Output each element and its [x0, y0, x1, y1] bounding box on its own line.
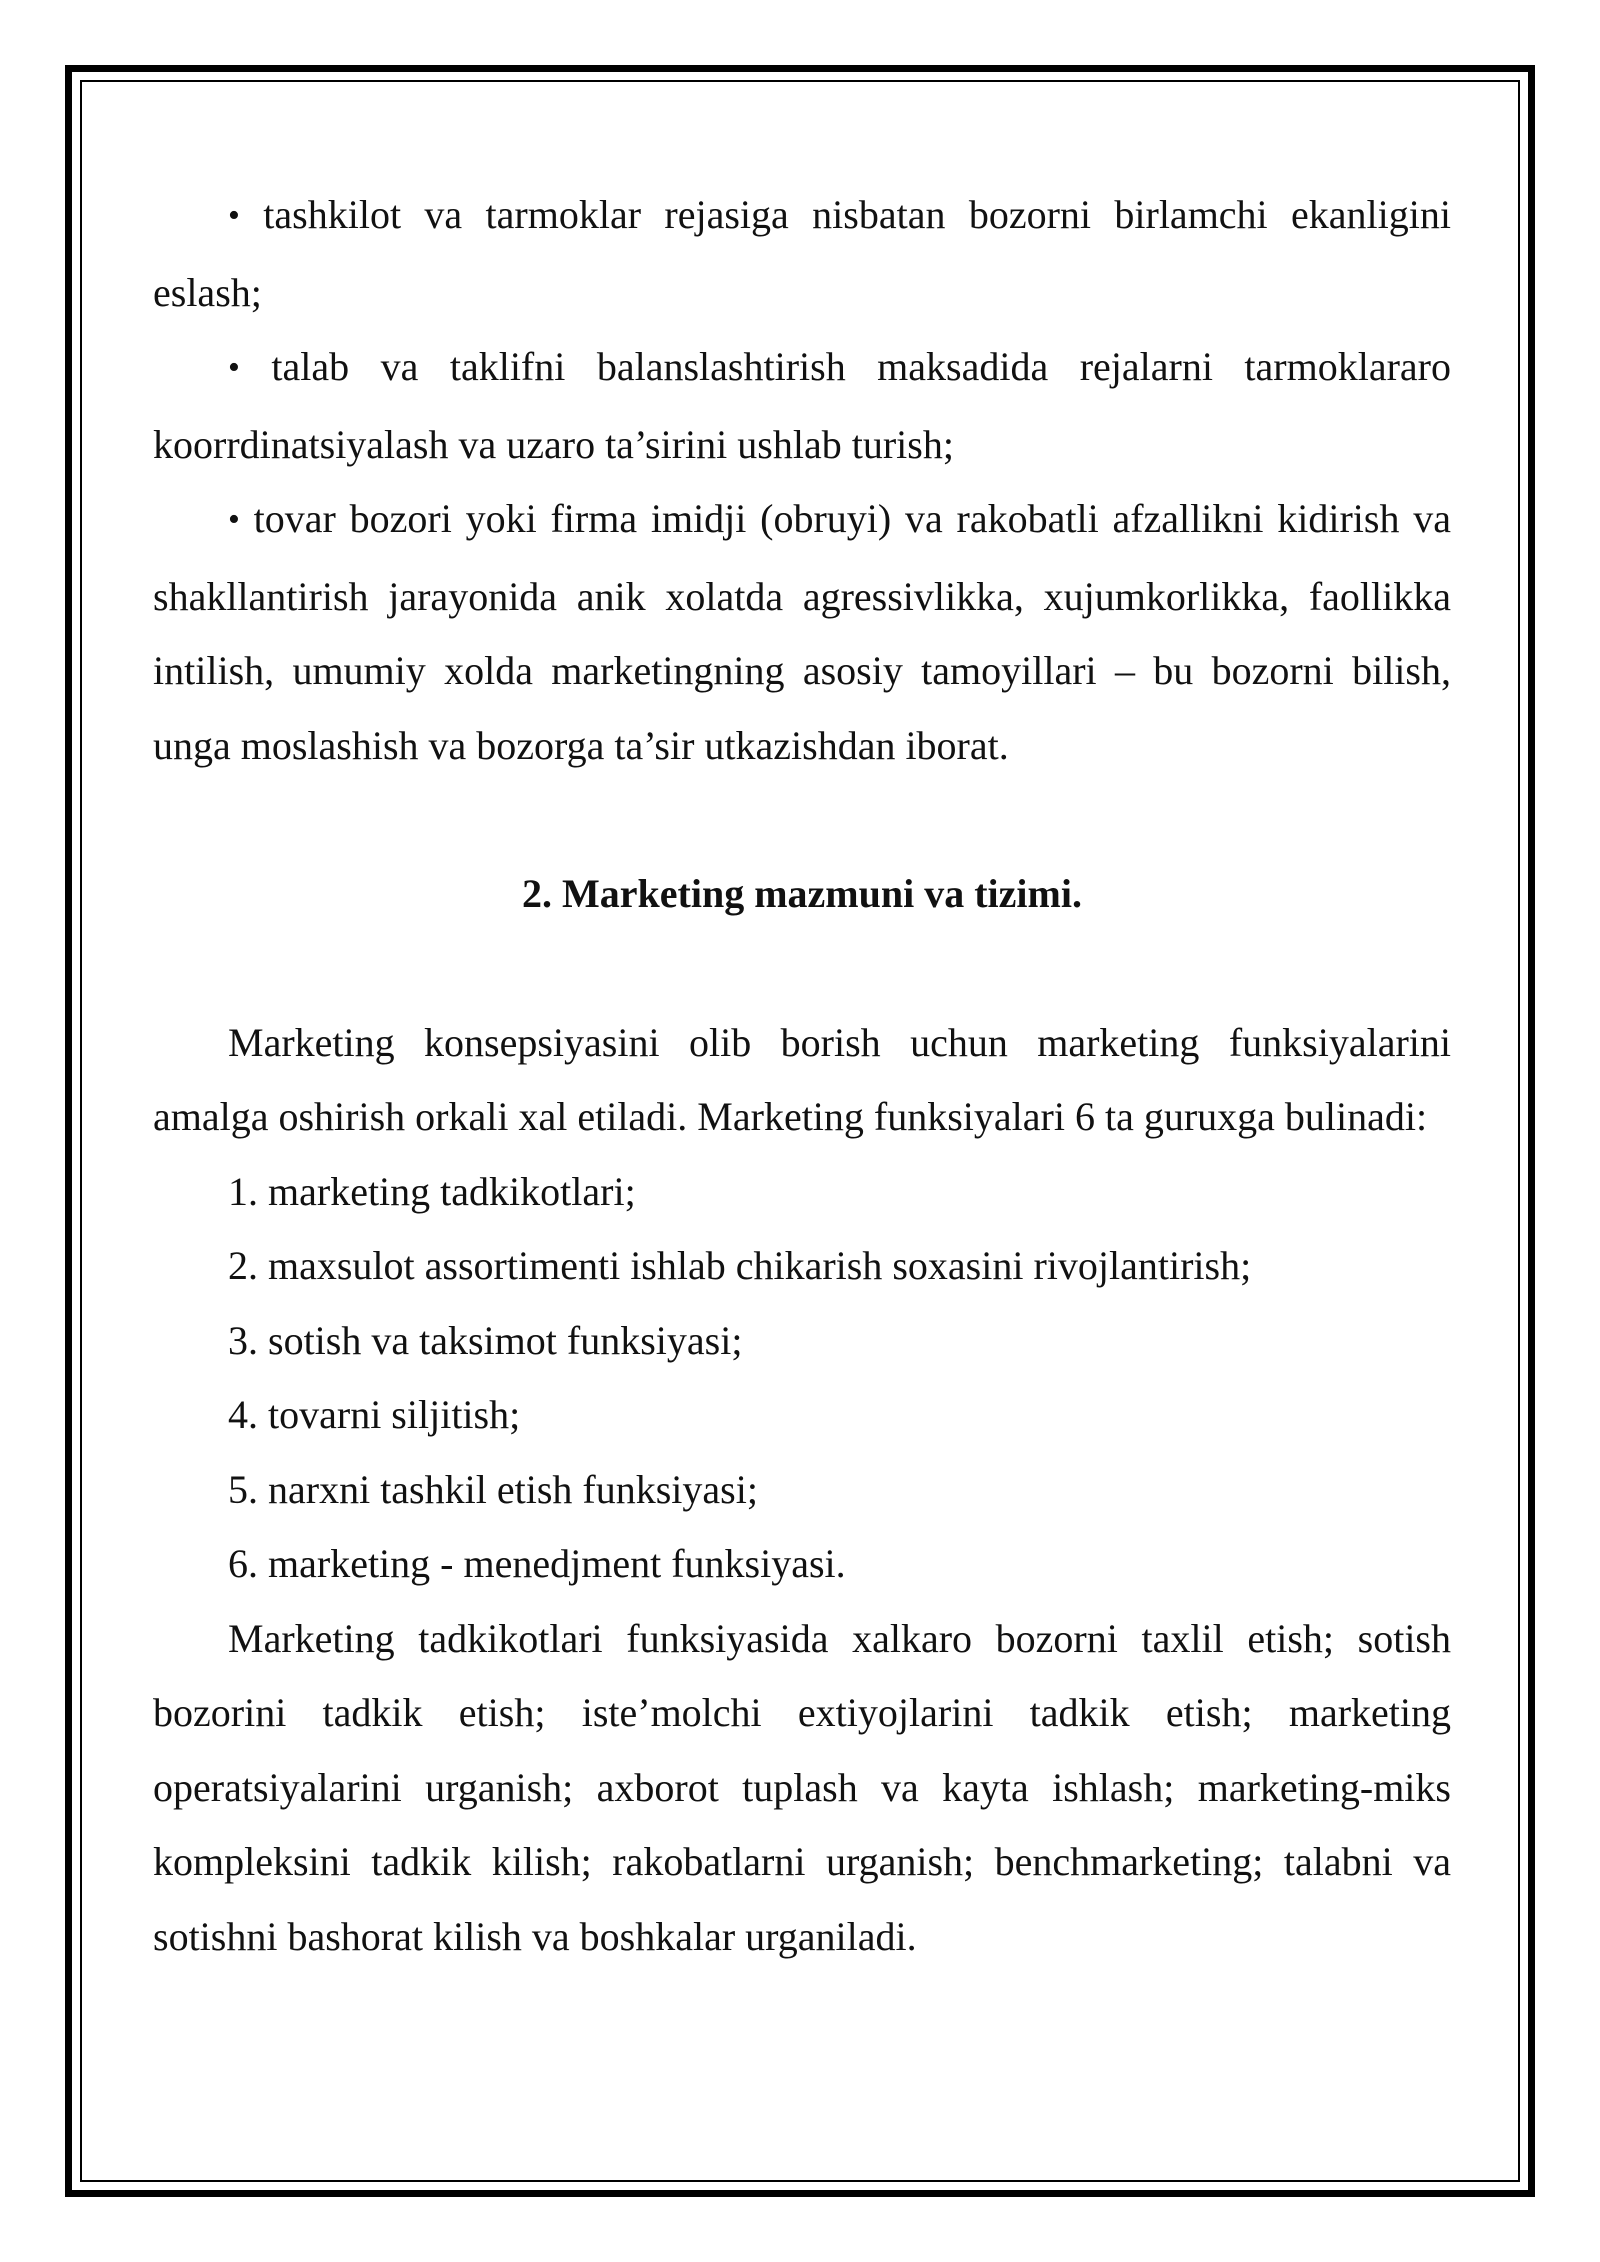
- list-item-6: 6. marketing - menedjment funksiyasi.: [228, 1541, 846, 1586]
- intro-paragraph: Marketing konsepsiyasini olib borish uchun marketing funksiyalarini amalga oshirish orkali xal etiladi. Marketing funksiyalari 6 ta guruxga bulinadi:: [153, 1019, 1451, 1139]
- list-item-5: 5. narxni tashkil etish funksiyasi;: [228, 1466, 758, 1512]
- bullet-icon: •: [228, 501, 240, 538]
- list-item-3: 3. sotish va taksimot funksiyasi;: [228, 1317, 743, 1363]
- list-item-1: 1. marketing tadkikotlari;: [228, 1168, 636, 1214]
- bullet-icon: •: [228, 349, 240, 386]
- bullet-text: tovar bozori yoki firma imidji (obruyi) va rakobatli afzallikni kidirish va shakllantirish jarayonida anik xolatda agressivlikka, xujumkorlikka, faollikka intilish, umumiy xolda marketingning asosiy tamoyillari – bu bozorni bilish, unga moslashish va bozorga ta’sir utkazishdan iborat.: [153, 496, 1452, 768]
- bullet-text: talab va taklifni balanslashtirish maksadida rejalarni tarmoklararo koorrdinatsiyalash va uzaro ta’sirini ushlab turish;: [153, 344, 1451, 467]
- bullet-icon: •: [228, 197, 240, 234]
- list-item-4: 4. tovarni siljitish;: [228, 1392, 521, 1437]
- bullet-text: tashkilot va tarmoklar rejasiga nisbatan bozorni birlamchi ekanligini eslash;: [153, 192, 1451, 315]
- list-item-2: 2. maxsulot assortimenti ishlab chikarish soxasini rivojlantirish;: [228, 1243, 1252, 1288]
- bullet-paragraph-3: [153, 482, 1451, 783]
- section-heading: 2. Marketing mazmuni va tizimi.: [522, 871, 1082, 916]
- bullet-paragraph-1: [153, 178, 1451, 330]
- bullet-paragraph-2: [153, 330, 1451, 482]
- document-body: [153, 178, 1451, 1974]
- closing-paragraph: Marketing tadkikotlari funksiyasida xalkaro bozorni taxlil etish; sotish bozorini tadkik etish; iste’molchi extiyojlarini tadkik etish; marketing operatsiyalarini urganish; axborot tuplash va kayta ishlash; marketing-miks kompleksini tadkik kilish; rakobatlarni urganish; benchmarketing; talabni va sotishni bashorat kilish va boshkalar urganiladi.: [153, 1615, 1451, 1959]
